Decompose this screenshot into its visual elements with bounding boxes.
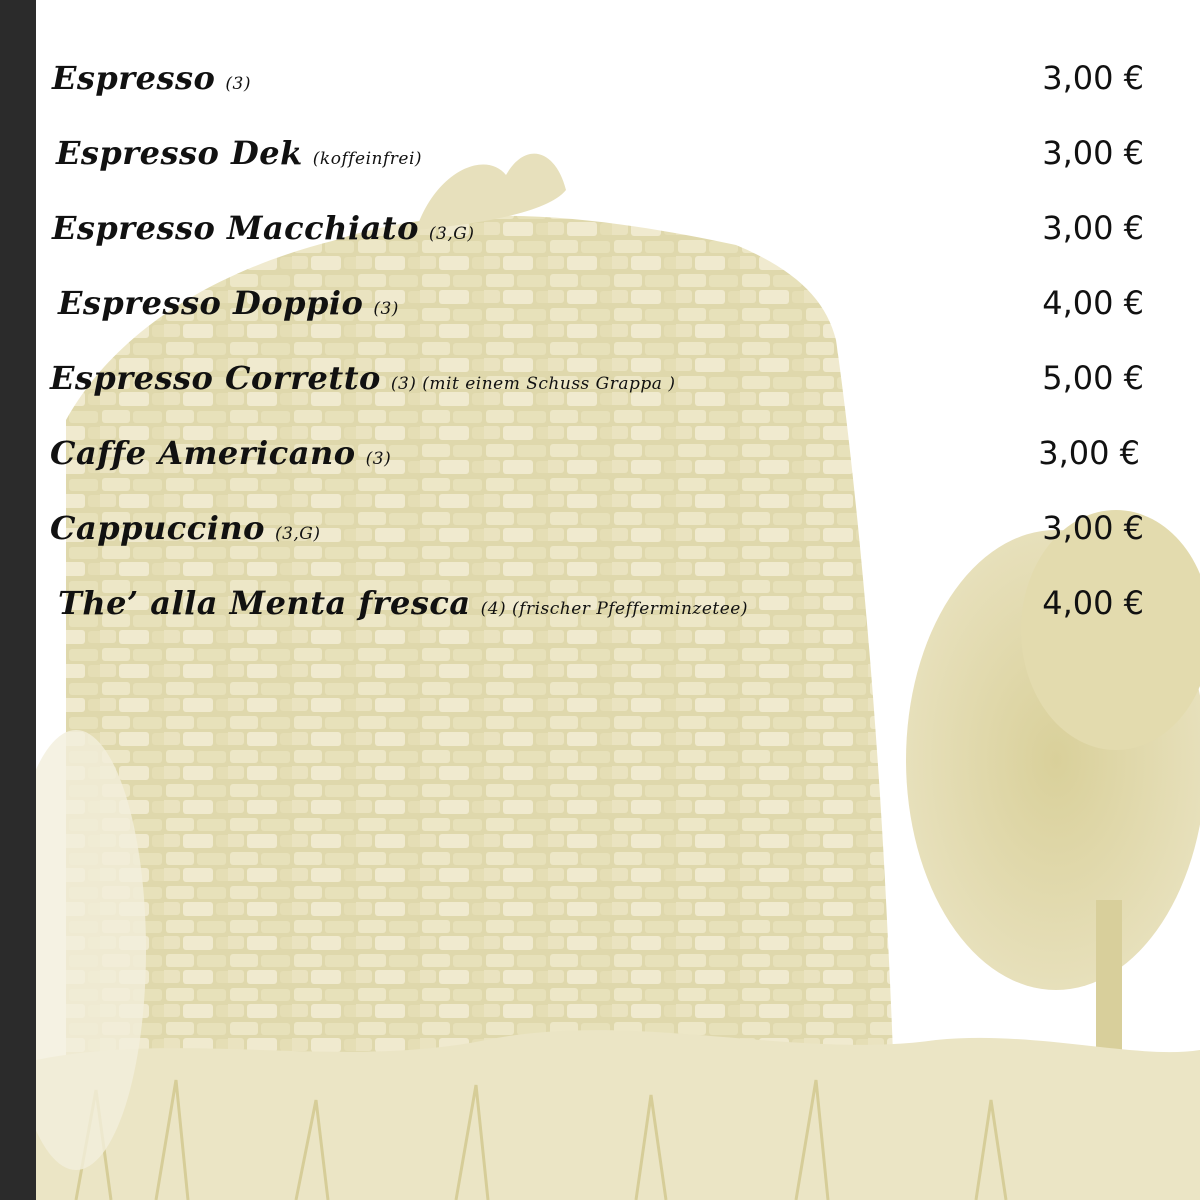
drinks-menu [36,0,1200,1200]
menu-item [52,56,251,106]
menu-item [50,356,675,406]
item-price: 4,00 € [1042,584,1144,622]
item-note: (3) [225,74,251,94]
menu-item [58,581,748,631]
menu-row [36,506,1200,556]
item-name: Espresso Macchiato [52,209,419,247]
item-name: Cappuccino [50,509,265,547]
item-name: Espresso Doppio [58,284,364,322]
menu-row [36,431,1200,481]
item-price: 3,00 € [1038,434,1140,472]
item-note: (koffeinfrei) [312,149,423,169]
menu-item [58,281,399,331]
menu-item [50,506,321,556]
menu-row [36,131,1200,181]
menu-row [36,56,1200,106]
item-note: (3,G) [274,524,321,544]
item-price: 3,00 € [1042,134,1144,172]
menu-row [36,581,1200,631]
item-name: Caffe Americano [50,434,356,472]
page-binding-strip [0,0,36,1200]
item-note: (3) [373,299,399,319]
item-note: (3) (mit einem Schuss Grappa ) [390,374,676,394]
item-price: 3,00 € [1042,209,1144,247]
item-name: Espresso [52,59,216,97]
menu-item [56,131,422,181]
item-price: 3,00 € [1042,509,1144,547]
menu-row [36,281,1200,331]
item-note: (4) (frischer Pfefferminzetee) [480,599,748,619]
menu-item [52,206,475,256]
item-note: (3) [365,449,392,469]
item-note: (3,G) [428,224,475,244]
item-name: Espresso Dek [56,134,303,172]
item-price: 4,00 € [1042,284,1144,322]
item-price: 3,00 € [1042,59,1144,97]
item-name: The’ alla Menta fresca [58,584,471,622]
menu-row [36,356,1200,406]
menu-item [50,431,391,481]
item-name: Espresso Corretto [50,359,381,397]
menu-row [36,206,1200,256]
item-price: 5,00 € [1042,359,1144,397]
